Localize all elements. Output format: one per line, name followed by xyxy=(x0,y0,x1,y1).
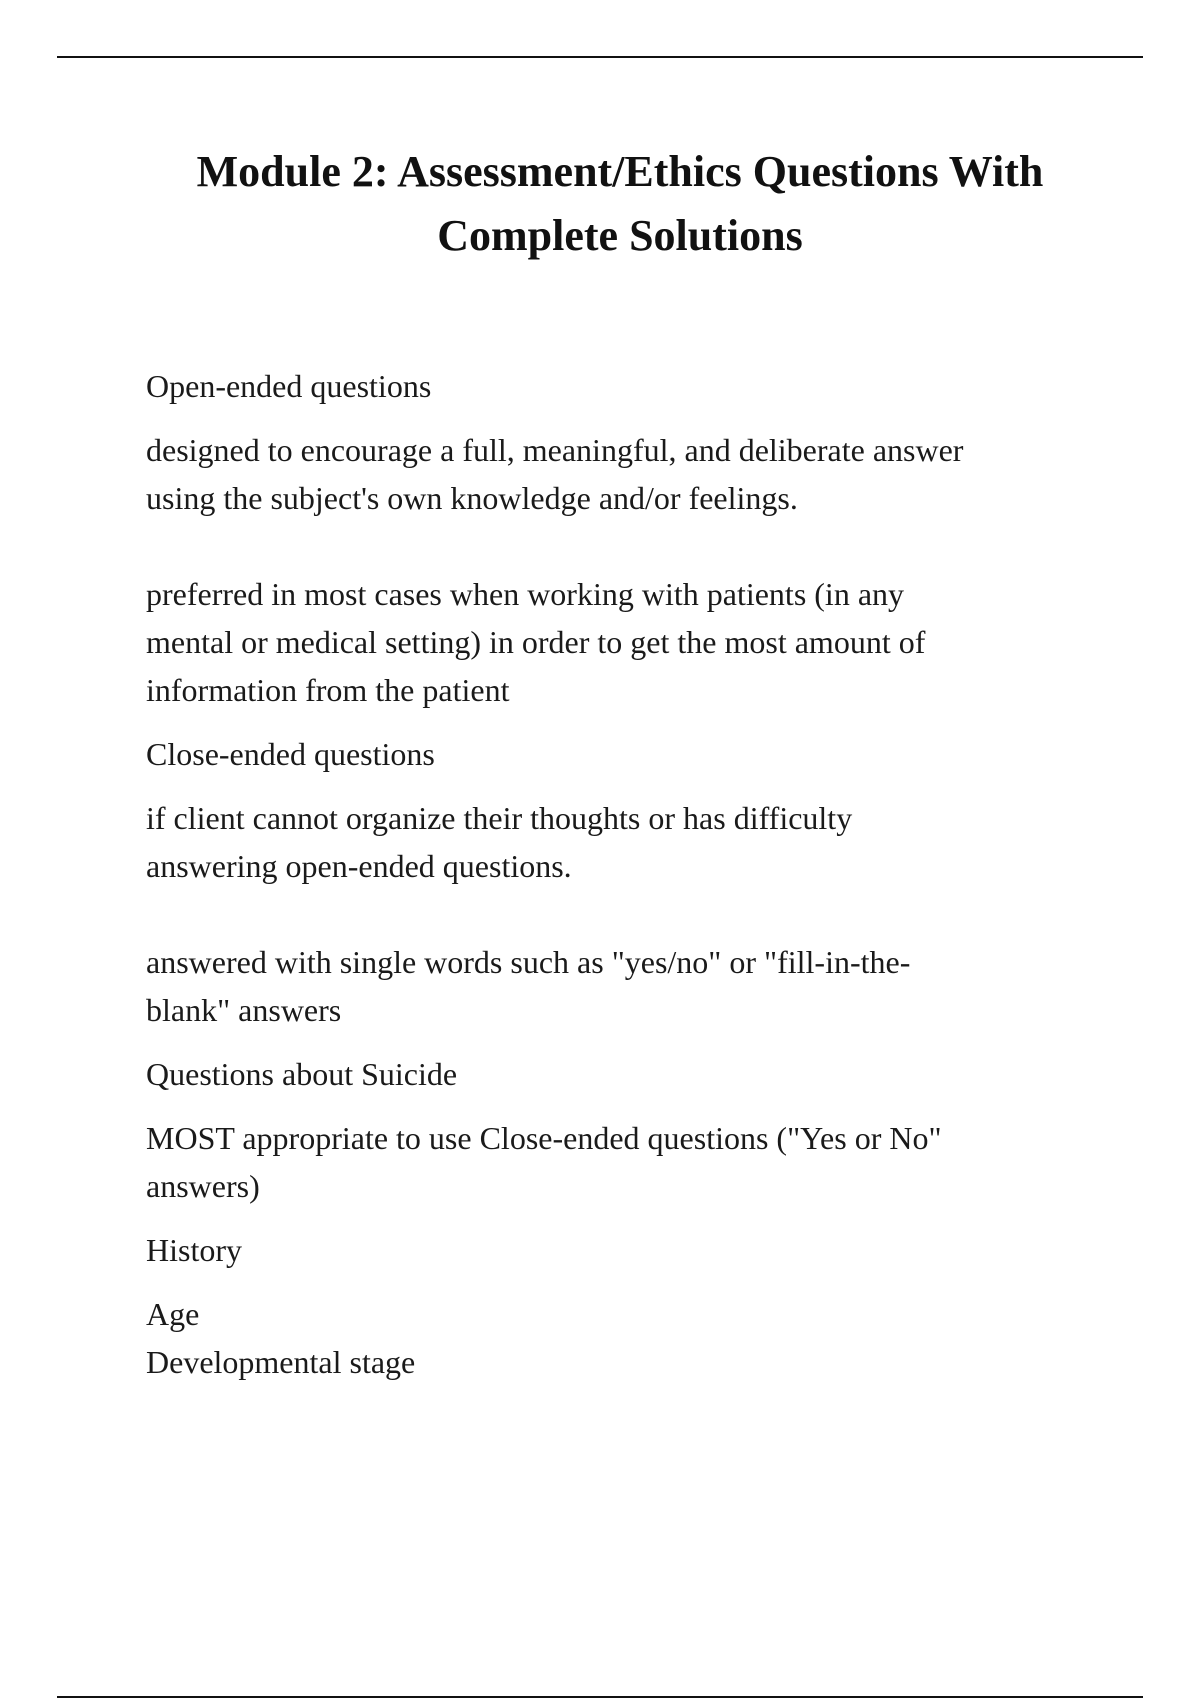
definition-line: using the subject's own knowledge and/or feelings. xyxy=(146,480,798,516)
definition-line: Age xyxy=(146,1296,200,1332)
document-title xyxy=(100,140,1140,268)
card-definition xyxy=(146,1114,1106,1210)
definition-paragraph xyxy=(146,938,1106,1034)
bottom-rule xyxy=(57,1696,1143,1698)
definition-paragraph xyxy=(146,570,1106,714)
card-term: Open-ended questions xyxy=(146,368,432,404)
definition-paragraph xyxy=(146,1290,1106,1386)
definition-line: blank" answers xyxy=(146,992,342,1028)
definition-line: preferred in most cases when working with patients (in any xyxy=(146,576,905,612)
definition-paragraph xyxy=(146,794,1106,890)
card-definition xyxy=(146,426,1106,714)
card-definition xyxy=(146,794,1106,1034)
card-definition xyxy=(146,1290,1106,1386)
title-line: Module 2: Assessment/Ethics Questions With xyxy=(196,147,1044,196)
definition-line: designed to encourage a full, meaningful, and deliberate answer xyxy=(146,432,964,468)
definition-line: answers) xyxy=(146,1168,260,1204)
definition-line: if client cannot organize their thoughts or has difficulty xyxy=(146,800,853,836)
definition-line: information from the patient xyxy=(146,672,510,708)
definition-line: answered with single words such as "yes/no" or "fill-in-the- xyxy=(146,944,911,980)
definition-line: answering open-ended questions. xyxy=(146,848,572,884)
title-line: Complete Solutions xyxy=(437,211,803,260)
flashcard-list xyxy=(146,362,1106,1402)
definition-line: Developmental stage xyxy=(146,1344,416,1380)
card-term: Close-ended questions xyxy=(146,736,435,772)
card-term: History xyxy=(146,1232,242,1268)
definition-paragraph xyxy=(146,1114,1106,1210)
definition-paragraph xyxy=(146,426,1106,522)
card-term: Questions about Suicide xyxy=(146,1056,458,1092)
definition-line: mental or medical setting) in order to get the most amount of xyxy=(146,624,926,660)
definition-line: MOST appropriate to use Close-ended questions ("Yes or No" xyxy=(146,1120,942,1156)
top-rule xyxy=(57,56,1143,58)
